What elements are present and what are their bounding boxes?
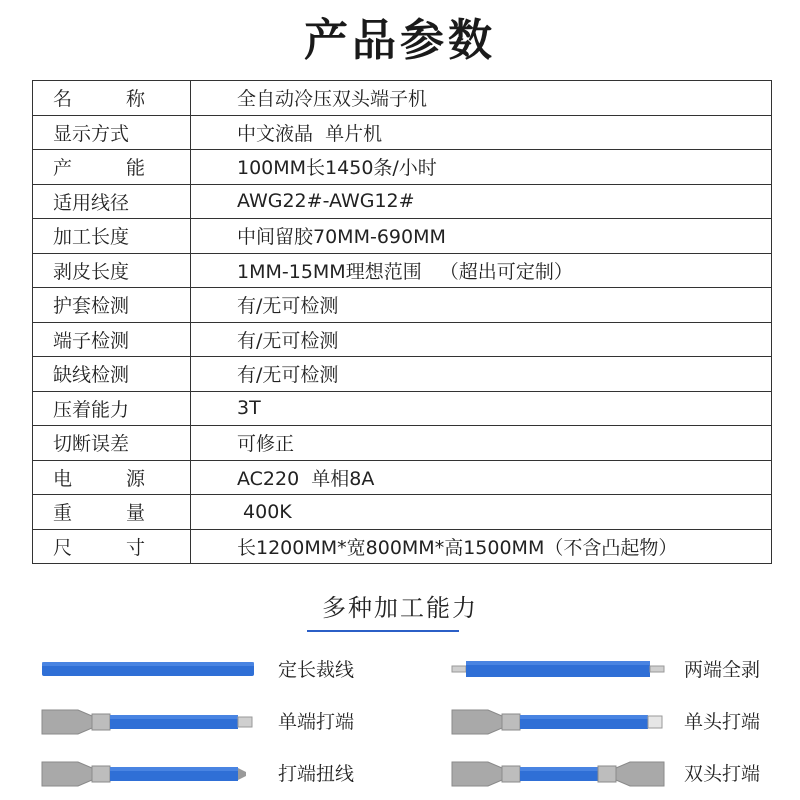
plain-wire-icon [40, 650, 260, 690]
capability-label: 单头打端 [684, 711, 761, 733]
capability-item [40, 702, 400, 742]
capabilities-title: 多种加工能力 [322, 594, 478, 622]
spec-value [191, 426, 772, 461]
spec-row [33, 495, 772, 530]
spec-label-text: 缺线检测 [53, 364, 130, 387]
spec-value-text: 有/无可检测 [237, 295, 339, 318]
spec-label [33, 529, 191, 564]
spec-label [33, 288, 191, 323]
spec-value-text: 3T [237, 397, 261, 420]
spec-label-char: 尺 [53, 536, 73, 559]
spec-value [191, 460, 772, 495]
spec-row [33, 529, 772, 564]
capability-label: 打端扭线 [278, 763, 355, 785]
spec-value [191, 322, 772, 357]
spec-row [33, 150, 772, 185]
spec-label [33, 150, 191, 185]
double-head-crimp-wire-icon [450, 754, 670, 794]
spec-row [33, 253, 772, 288]
spec-label [33, 115, 191, 150]
spec-label-char: 量 [125, 502, 145, 525]
spec-value-text: AC220 单相8A [237, 467, 375, 490]
spec-value [191, 529, 772, 564]
single-head-crimp-wire-icon [450, 702, 670, 742]
spec-label-char: 寸 [125, 536, 145, 559]
spec-label [33, 253, 191, 288]
spec-label [33, 219, 191, 254]
capabilities-underline [307, 630, 459, 632]
spec-label [33, 81, 191, 116]
spec-value [191, 357, 772, 392]
spec-value [191, 391, 772, 426]
capability-item [450, 754, 800, 794]
spec-value [191, 81, 772, 116]
spec-label-char: 称 [125, 88, 145, 111]
spec-value-text: 可修正 [237, 433, 295, 456]
spec-label-char: 重 [53, 502, 73, 525]
page-title: 产品参数 [304, 15, 496, 66]
spec-label-char: 源 [125, 467, 145, 490]
spec-row [33, 391, 772, 426]
spec-label [33, 426, 191, 461]
spec-row [33, 115, 772, 150]
spec-label-text: 适用线径 [53, 191, 130, 214]
spec-value-text: AWG22#-AWG12# [237, 190, 415, 213]
spec-row [33, 219, 772, 254]
spec-label-char: 电 [53, 467, 73, 490]
capability-item [40, 650, 400, 690]
single-end-crimp-wire-icon [40, 702, 260, 742]
spec-label-char: 产 [53, 157, 73, 180]
capability-label: 定长裁线 [278, 659, 355, 681]
spec-label [33, 460, 191, 495]
spec-row [33, 288, 772, 323]
crimp-twist-wire-icon [40, 754, 260, 794]
spec-value [191, 495, 772, 530]
spec-label-text: 压着能力 [53, 398, 130, 421]
spec-table [32, 80, 772, 564]
spec-row [33, 322, 772, 357]
capability-item [450, 650, 800, 690]
spec-value [191, 150, 772, 185]
spec-label-text: 加工长度 [53, 226, 130, 249]
spec-label-char: 名 [53, 88, 73, 111]
spec-row [33, 357, 772, 392]
spec-label-char: 能 [125, 157, 145, 180]
spec-row [33, 184, 772, 219]
spec-value-text: 400K [237, 500, 292, 523]
spec-value-text: 有/无可检测 [237, 329, 339, 352]
spec-label-text: 护套检测 [53, 295, 130, 318]
spec-value-text: 中文液晶 单片机 [237, 122, 383, 145]
capability-label: 单端打端 [278, 711, 355, 733]
capability-label: 双头打端 [684, 763, 761, 785]
spec-label-text: 切断误差 [53, 433, 130, 456]
spec-label [33, 357, 191, 392]
spec-label-text: 剥皮长度 [53, 260, 130, 283]
spec-value-text: 1MM-15MM理想范围 （超出可定制） [237, 260, 573, 283]
spec-value-text: 100MM长1450条/小时 [237, 157, 437, 180]
spec-value [191, 115, 772, 150]
spec-label [33, 322, 191, 357]
spec-row [33, 460, 772, 495]
spec-row [33, 81, 772, 116]
spec-value-text: 全自动冷压双头端子机 [237, 88, 428, 111]
spec-value-text: 中间留胶70MM-690MM [237, 226, 446, 249]
spec-value [191, 184, 772, 219]
spec-label-text: 显示方式 [53, 122, 130, 145]
spec-value [191, 288, 772, 323]
spec-row [33, 426, 772, 461]
spec-label [33, 391, 191, 426]
capability-item [450, 702, 800, 742]
spec-value [191, 219, 772, 254]
spec-value [191, 253, 772, 288]
spec-label [33, 184, 191, 219]
spec-value-text: 长1200MM*宽800MM*高1500MM（不含凸起物） [237, 536, 678, 559]
stripped-both-ends-wire-icon [450, 650, 670, 690]
spec-label [33, 495, 191, 530]
spec-value-text: 有/无可检测 [237, 364, 339, 387]
spec-label-text: 端子检测 [53, 329, 130, 352]
capability-item [40, 754, 400, 794]
capability-label: 两端全剥 [684, 659, 761, 681]
